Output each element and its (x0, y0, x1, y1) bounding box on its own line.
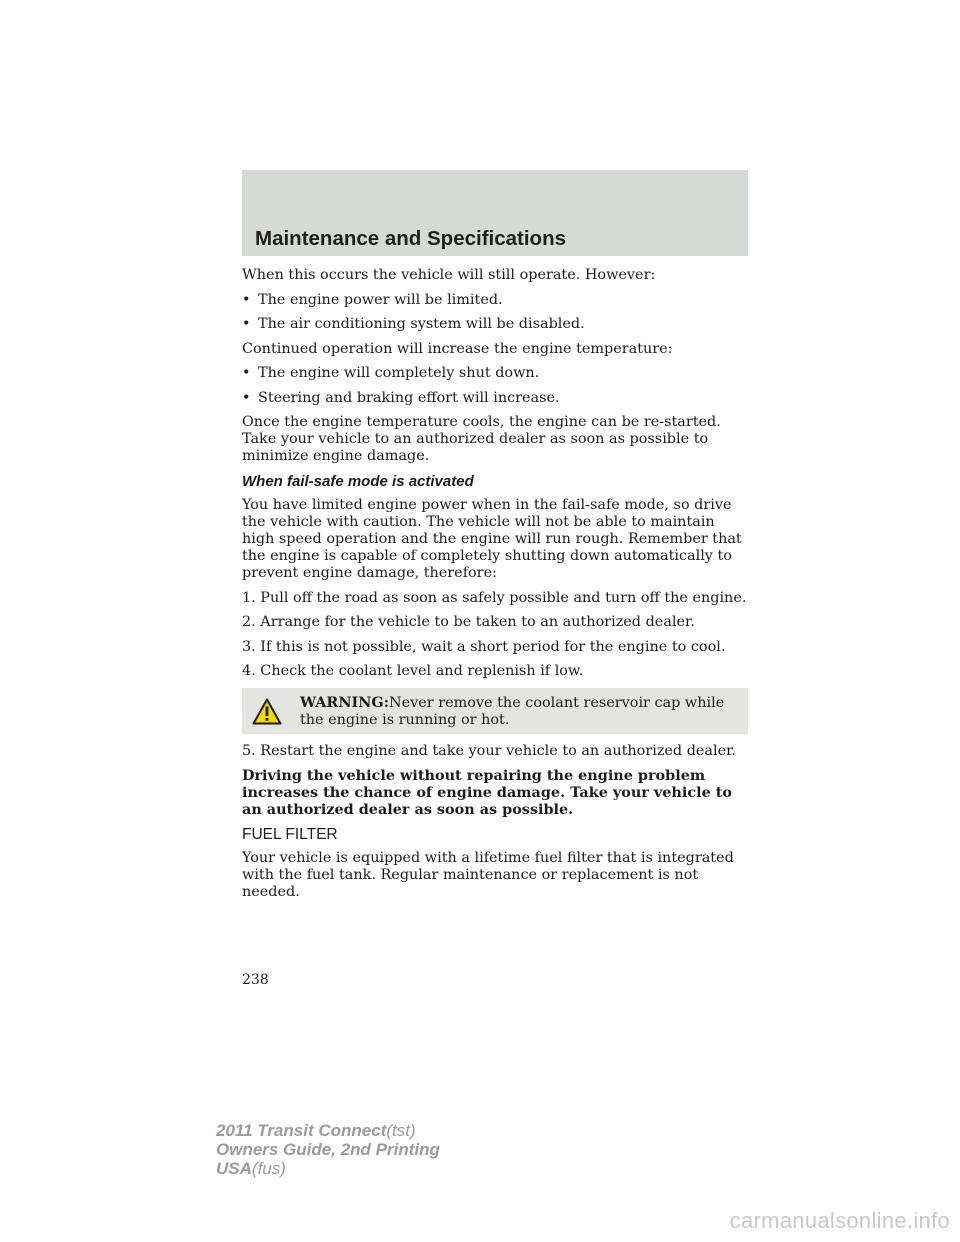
bullet-icon: • (242, 389, 251, 406)
footer-line (216, 1121, 440, 1140)
fuel-filter-heading: FUEL FILTER (242, 825, 338, 843)
section-header (242, 170, 748, 256)
bullet-item (242, 365, 748, 390)
fuel-filter-paragraph: Your vehicle is equipped with a lifetime fuel filter that is integrated with the fuel tank. Regular maintenance or replacement is not needed. (242, 850, 734, 900)
page-number: 238 (242, 972, 269, 988)
footer-model-code: (tst) (386, 1121, 416, 1140)
warning-message (290, 694, 738, 729)
bullet-item (242, 316, 748, 341)
intro-paragraph: When this occurs the vehicle will still operate. However: (242, 267, 656, 283)
bullet-icon: • (242, 316, 251, 332)
step-item: 4. Check the coolant level and replenish if low. (242, 663, 584, 679)
warning-triangle-icon (252, 694, 290, 730)
bold-note: Driving the vehicle without repairing the engine problem increases the chance of engine damage. Take your vehicle to an authorized dealer as soon as possible. (242, 767, 732, 818)
footer-market: USA (216, 1159, 252, 1178)
step-item: 2. Arrange for the vehicle to be taken to an authorized dealer. (242, 614, 695, 630)
bullet-icon: • (242, 365, 251, 381)
page-content (242, 267, 748, 909)
bullet-item (242, 292, 748, 317)
continued-paragraph: Continued operation will increase the engine temperature: (242, 340, 673, 357)
step-item: 1. Pull off the road as soon as safely possible and turn off the engine. (242, 589, 747, 606)
bullet-text: Steering and braking effort will increase. (258, 389, 560, 406)
bullet-text: The engine power will be limited. (258, 291, 503, 308)
warning-label: WARNING: (300, 693, 390, 711)
step-item: 3. If this is not possible, wait a short period for the engine to cool. (242, 638, 726, 655)
footer-market-code: (fus) (251, 1159, 286, 1178)
document-footer (216, 1121, 440, 1178)
bullet-text: The engine will completely shut down. (258, 365, 540, 381)
bullet-text: The air conditioning system will be disabled. (258, 316, 585, 332)
step-item: 5. Restart the engine and take your vehicle to an authorized dealer. (242, 742, 737, 759)
failsafe-paragraph: You have limited engine power when in the fail-safe mode, so drive the vehicle with caution. The vehicle will not be able to maintain high speed operation and the engine will run rough. Remember that the engine is capable of completely shutting down automatically to prevent engine damage, therefore: (242, 497, 742, 581)
footer-model: 2011 Transit Connect (216, 1121, 387, 1140)
bullet-icon: • (242, 291, 251, 308)
watermark: carmanualsonline.info (729, 1208, 950, 1233)
bullet-item (242, 390, 748, 415)
footer-edition: Owners Guide, 2nd Printing (216, 1140, 440, 1159)
failsafe-subheading: When fail-safe mode is activated (242, 472, 474, 490)
section-title: Maintenance and Specifications (255, 227, 566, 250)
footer-line (216, 1159, 440, 1178)
cooldown-paragraph: Once the engine temperature cools, the engine can be re-started. Take your vehicle to an authorized dealer as soon as possible to minimize engine damage. (242, 414, 721, 464)
warning-box (242, 688, 748, 734)
warning-body-text: Never remove the coolant reservoir cap while the engine is running or hot. (300, 694, 725, 728)
